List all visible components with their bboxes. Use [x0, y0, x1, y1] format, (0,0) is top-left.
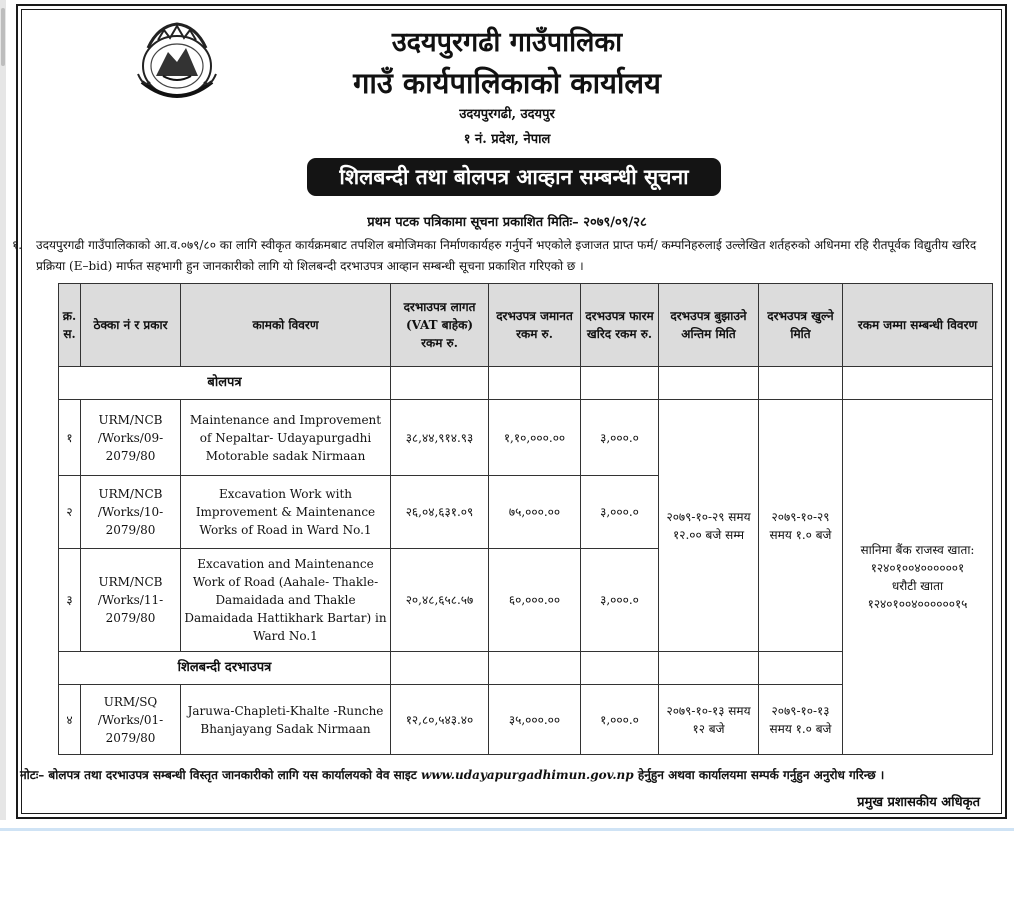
table-header-row: [59, 284, 993, 367]
row-cost: १२,८०,५४३.४०: [391, 685, 489, 755]
col-header-deadline: दरभउपत्र बुझाउने अन्तिम मिति: [659, 284, 759, 367]
row-contract: URM/NCB /Works/09-2079/80: [81, 400, 181, 476]
col-header-contract: ठेक्का नं र प्रकार: [81, 284, 181, 367]
notice-paragraph: [12, 235, 1000, 277]
row-cost: २६,०४,६३१.०९: [391, 476, 489, 549]
col-header-opening: दरभउपत्र खुल्ने मिति: [759, 284, 843, 367]
row-contract: URM/SQ /Works/01-2079/80: [81, 685, 181, 755]
website-link[interactable]: www.udayapurgadhimun.gov.np: [421, 768, 634, 782]
section-label-bolpatra: बोलपत्र: [59, 367, 391, 400]
deposit-info: [843, 400, 993, 755]
row-bond: ७५,०००.००: [489, 476, 581, 549]
row-cost: २०,४८,६५८.५७: [391, 549, 489, 652]
page-bottom-divider: [0, 828, 1014, 831]
col-header-deposit: रकम जम्मा सम्बन्धी विवरण: [843, 284, 993, 367]
deposit-line-2: १२४०१००४००००००१: [870, 561, 965, 575]
paragraph-text: उदयपुरगढी गाउँपालिकाको आ.व.०७९/८० का लागि स्वीकृत कार्यक्रमबाट तपशिल बमोजिमका निर्माणकार्यहरु गर्नुपर्ने भएकोले इजाजत प्राप्त फर्म/ कम्पनिहरुलाई उल्लेखित शर्तहरुको अधिनमा रहि रीतपूर्वक विद्युतीय खरिद प्रक्रिया (E–bid) मार्फत सहभागी हुन जानकारीको लागि यो शिलबन्दी दरभाउपत्र आव्हान सम्बन्धी सूचना प्रकाशित गरिएको छ ।: [36, 238, 977, 273]
row-sn: ३: [59, 549, 81, 652]
row-form: ३,०००.०: [581, 549, 659, 652]
municipality-name: उदयपुरगढी गाउँपालिका: [391, 27, 623, 58]
row-contract: URM/NCB /Works/11-2079/80: [81, 549, 181, 652]
office-address: उदयपुरगढी, उदयपुर: [459, 107, 555, 122]
table-row: [59, 400, 993, 476]
section-label-shilbandi: शिलबन्दी दरभाउपत्र: [59, 652, 391, 685]
row-description: Jaruwa-Chapleti-Khalte -Runche Bhanjayang Sadak Nirmaan: [181, 685, 391, 755]
row-description: Excavation Work with Improvement & Maintenance Works of Road in Ward No.1: [181, 476, 391, 549]
row-description: Excavation and Maintenance Work of Road (Aahale- Thakle-Damaidada and Thakle Damaidada Hattikhark Bartar) in Ward No.1: [181, 549, 391, 652]
office-name: गाउँ कार्यपालिकाको कार्यालय: [353, 66, 661, 100]
row-sn: २: [59, 476, 81, 549]
row-form: ३,०००.०: [581, 400, 659, 476]
deadline-group1: २०७९-१०-२९ समय १२.०० बजे सम्म: [659, 400, 759, 652]
paragraph-number: १.: [12, 238, 23, 252]
row-contract: URM/NCB /Works/10-2079/80: [81, 476, 181, 549]
row-bond: १,१०,०००.००: [489, 400, 581, 476]
opening-row4: २०७९-१०-१३ समय १.० बजे: [759, 685, 843, 755]
page-scrollbar[interactable]: [0, 0, 6, 820]
tender-table: [58, 283, 993, 755]
row-sn: ४: [59, 685, 81, 755]
note-suffix: हेर्नुहुन अथवा कार्यालयमा सम्पर्क गर्नुहुन अनुरोध गरिन्छ ।: [633, 768, 885, 782]
row-form: ३,०००.०: [581, 476, 659, 549]
signatory-title: प्रमुख प्रशासकीय अधिकृत: [857, 795, 980, 810]
col-header-sn: क्र. स.: [59, 284, 81, 367]
col-header-bond: दरभउपत्र जमानत रकम रु.: [489, 284, 581, 367]
note-prefix: नोटः– बोलपत्र तथा दरभाउपत्र सम्बन्धी विस्तृत जानकारीको लागि यस कार्यालयको वेव साइट: [20, 768, 422, 782]
row-cost: ३८,४४,९१४.९३: [391, 400, 489, 476]
publish-date: प्रथम पटक पत्रिकामा सूचना प्रकाशित मितिः– २०७९/०९/२८: [367, 215, 647, 230]
deposit-line-3: धरौटी खाता: [891, 579, 944, 593]
row-form: १,०००.०: [581, 685, 659, 755]
notice-title-banner: शिलबन्दी तथा बोलपत्र आव्हान सम्बन्धी सूचना: [307, 158, 721, 196]
row-description: Maintenance and Improvement of Nepaltar- Udayapurgadhi Motorable sadak Nirmaan: [181, 400, 391, 476]
row-bond: ६०,०००.००: [489, 549, 581, 652]
province-address: १ नं. प्रदेश, नेपाल: [463, 132, 551, 147]
col-header-form: दरभउपत्र फारम खरिद रकम रु.: [581, 284, 659, 367]
footer-note: [20, 766, 1010, 783]
col-header-cost: दरभाउपत्र लागत (VAT बाहेक) रकम रु.: [391, 284, 489, 367]
opening-group1: २०७९-१०-२९ समय १.० बजे: [759, 400, 843, 652]
row-sn: १: [59, 400, 81, 476]
deposit-line-4: १२४०१००४००००००१५: [867, 597, 968, 611]
deadline-row4: २०७९-१०-१३ समय १२ बजे: [659, 685, 759, 755]
section-row-bolpatra: [59, 367, 993, 400]
row-bond: ३५,०००.००: [489, 685, 581, 755]
deposit-line-1: सानिमा बैंक राजस्व खाता:: [860, 543, 975, 557]
col-header-description: कामको विवरण: [181, 284, 391, 367]
